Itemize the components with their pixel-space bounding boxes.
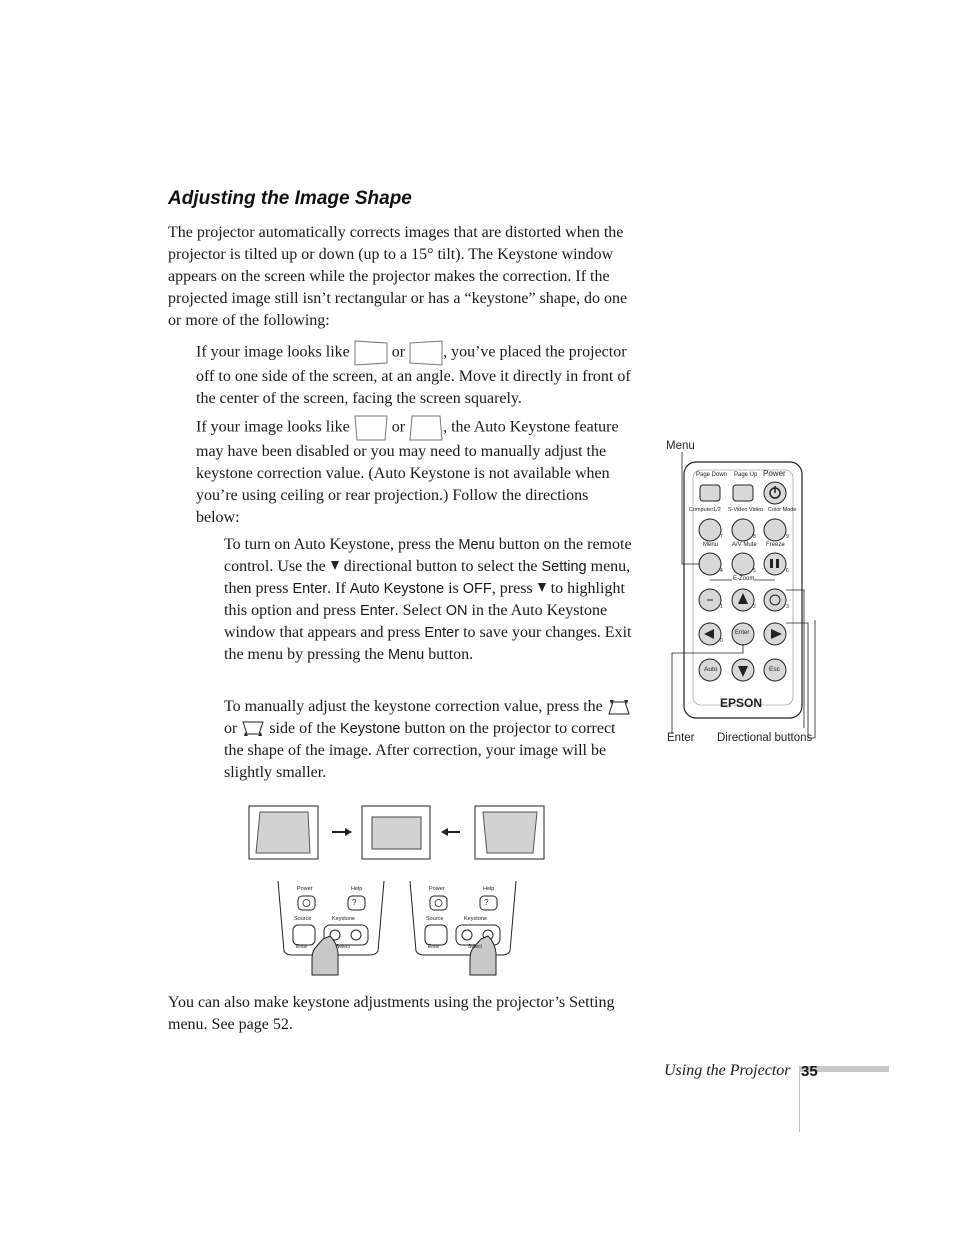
page-heading: Adjusting the Image Shape: [168, 188, 412, 209]
menu-callout-label: Menu: [666, 440, 695, 452]
auto-keystone-ref: Auto Keystone: [349, 581, 445, 597]
num-8: 8: [753, 534, 756, 540]
bullet-auto-keystone: [196, 415, 632, 529]
distorted-image-right: [483, 812, 537, 853]
bullet2-post: , the Auto Keystone feature may have been disabled or you may need to manually adjust the keystone correction value. (Auto Keystone is not available when you’re using ceiling or rear projection.) Follow the directions below:: [196, 418, 619, 526]
num-9: 9: [786, 534, 789, 540]
footer-section-title: Using the Projector: [664, 1062, 791, 1079]
off-value-ref: OFF: [462, 581, 492, 597]
num-5: 5: [753, 568, 756, 574]
setting-menu-ref: Setting: [541, 559, 587, 575]
ezoom-label: E-Zoom: [733, 576, 755, 582]
bullet-side-angle: [196, 340, 632, 410]
keystone-top-wide-shape-icon: [354, 415, 388, 441]
sub1-text-4: menu, then press: [224, 558, 631, 597]
panel1-power-label: Power: [297, 886, 313, 892]
distorted-image-left: [256, 812, 310, 853]
bullet1-post: , you’ve placed the projector off to one side of the screen, at an angle. Move it directly in front of the center of the screen, facing the screen squarely.: [196, 343, 631, 407]
enter-button-ref: Enter: [424, 625, 460, 641]
sub1-text-2: button on the remote control. Use the: [224, 536, 632, 575]
panel1-help-label: Help: [351, 886, 363, 892]
color-mode-label: Color Mode: [768, 507, 797, 513]
down-arrow-icon: [537, 582, 547, 593]
num-0: 0: [720, 638, 723, 644]
panel1-select-label: Select: [336, 944, 350, 950]
page-number: 35: [801, 1063, 818, 1080]
sub1-text-11: to save your changes. Exit the menu by pressing the: [224, 624, 632, 663]
remote-menu-label: Menu: [703, 542, 719, 548]
bullet1-pre: If your image looks like: [196, 343, 350, 361]
bullet2-pre: If your image looks like: [196, 418, 350, 436]
manual-keystone-instructions: [224, 696, 632, 784]
enter-callout-label: Enter: [667, 732, 695, 744]
keystone-up-side-icon: [607, 698, 631, 716]
remote-control-figure: [662, 438, 832, 750]
enter-button-ref: Enter: [360, 603, 395, 619]
closing-paragraph: You can also make keystone adjustments using the projector’s Setting menu. See page 52.: [168, 994, 615, 1033]
sub1-text-5: . If: [327, 580, 346, 597]
down-arrow-icon: [330, 560, 340, 571]
epson-logo: EPSON: [720, 696, 763, 710]
arrow-left-icon: [441, 828, 448, 836]
on-value-ref: ON: [445, 603, 468, 619]
panel2-select-label: Select: [468, 944, 482, 950]
sub1-text-1: To turn on Auto Keystone, press the: [224, 536, 455, 553]
sub2-or: or: [224, 720, 238, 737]
remote-enter-label: Enter: [735, 630, 750, 636]
sub1-text-8: to highlight this option and press: [224, 580, 625, 619]
corrected-image: [372, 817, 421, 849]
keystone-correction-figure: [248, 805, 548, 863]
panel2-source-label: Source: [426, 916, 444, 922]
bullet2-or: or: [391, 418, 406, 436]
panel2-help-glyph: ?: [484, 898, 489, 907]
num-7: 7: [720, 534, 723, 540]
num-4: 4: [720, 568, 723, 574]
num-6: 6: [786, 568, 789, 574]
projector-panel-2: [408, 881, 518, 976]
esc-label: Esc: [769, 666, 780, 673]
menu-button-ref: Menu: [458, 537, 495, 553]
panel1-keystone-label: Keystone: [332, 916, 355, 922]
power-label: Power: [763, 469, 786, 478]
panel1-source-label: Source: [294, 916, 312, 922]
sub2-text-3: button on the projector to correct the shape of the image. After correction, your image will be slightly smaller.: [224, 720, 616, 781]
enter-button-ref: Enter: [292, 581, 328, 597]
panel2-keystone-label: Keystone: [464, 916, 487, 922]
freeze-label: Freeze: [766, 542, 785, 548]
page-up-label: Page Up: [734, 472, 758, 478]
num-1: 1: [720, 604, 723, 610]
auto-keystone-instructions: [224, 534, 632, 666]
sub1-text-3: directional button to select the: [343, 558, 538, 575]
sub1-text-6: is: [448, 580, 459, 597]
panel2-enter-label: Enter: [428, 944, 440, 950]
sub1-text-12: button.: [428, 646, 474, 663]
bullet1-or: or: [391, 343, 406, 361]
sub1-text-7: , press: [491, 580, 533, 597]
sub2-text-2: side of the: [269, 720, 336, 737]
arrow-right-icon: [345, 828, 352, 836]
keystone-left-shape-icon: [354, 340, 388, 366]
keystone-button-ref: Keystone: [339, 721, 401, 737]
panel2-power-label: Power: [429, 886, 445, 892]
num-2: 2: [753, 604, 756, 610]
svideo-label: S-Video Video: [728, 507, 763, 513]
computer-label: Computer1/2: [689, 507, 721, 513]
panel-outline-2: [408, 881, 518, 976]
panel1-enter-label: Enter: [296, 944, 308, 950]
footer-rule: [799, 1072, 800, 1132]
auto-label: Auto: [704, 666, 718, 673]
av-mute-label: A/V Mute: [732, 542, 757, 548]
keystone-down-side-icon: [241, 720, 265, 738]
directional-callout-label: Directional buttons: [717, 732, 813, 744]
sub1-text-9: . Select: [394, 602, 442, 619]
menu-button-ref: Menu: [387, 647, 425, 663]
panel2-help-label: Help: [483, 886, 495, 892]
intro-paragraph: The projector automatically corrects images that are distorted when the projector is tilted up or down (up to a 15° tilt). The Keystone window appears on the screen while the projector makes the correction. If the projected image still isn’t rectangular or has a “keystone” shape, do one or more of the following:: [168, 224, 628, 329]
sub1-text-10: in the Auto Keystone window that appears and press: [224, 602, 608, 641]
num-3: 3: [786, 604, 789, 610]
panel1-help-glyph: ?: [352, 898, 357, 907]
projector-panel-1: [276, 881, 386, 976]
page-down-label: Page Down: [696, 472, 728, 478]
keystone-bottom-wide-shape-icon: [409, 415, 443, 441]
sub2-text-1: To manually adjust the keystone correction value, press the: [224, 698, 603, 715]
panel-outline-1: [276, 881, 386, 976]
keystone-right-shape-icon: [409, 340, 443, 366]
